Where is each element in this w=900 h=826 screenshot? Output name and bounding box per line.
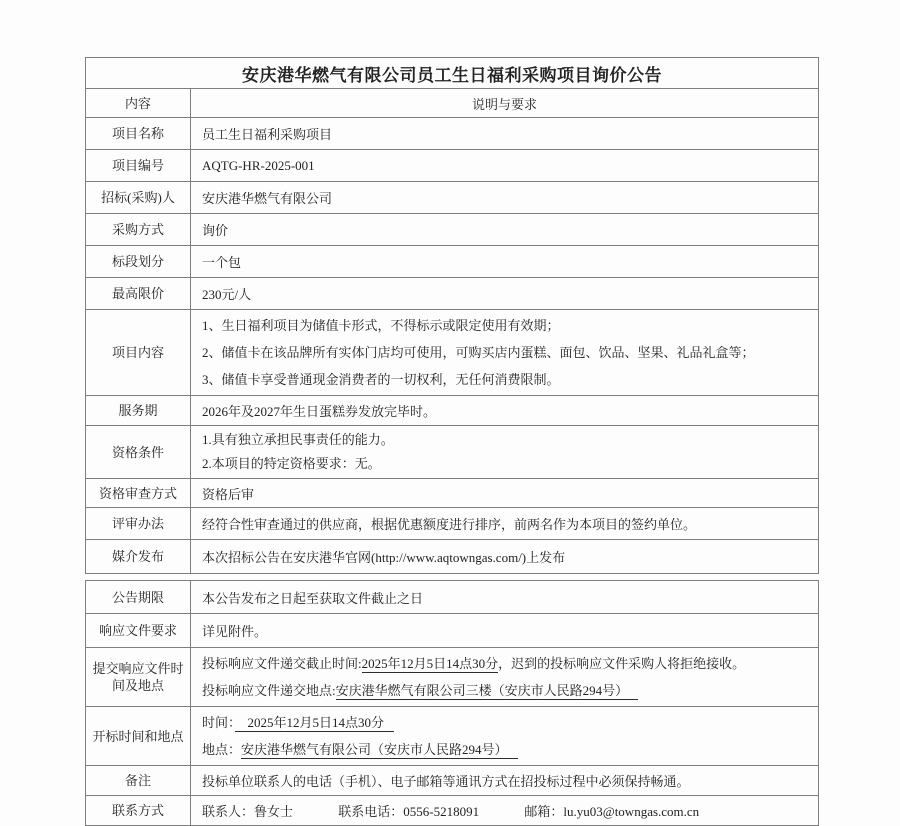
submission-deadline-suffix: ，迟到的投标响应文件采购人将拒绝接收。 [498,656,746,671]
procurement-method-label: 采购方式 [86,214,191,246]
table-row [86,707,819,766]
page-title: 安庆港华燃气有限公司员工生日福利采购项目询价公告 [86,58,819,89]
project-number-value: AQTG-HR-2025-001 [191,150,819,182]
submission-deadline-line [202,650,807,677]
announcement-period-label: 公告期限 [86,581,191,614]
table-row [86,310,819,396]
table-row [86,278,819,310]
response-requirement-value: 详见附件。 [191,614,819,648]
submission-place-line [202,677,807,704]
bid-opening-time-line [202,709,807,736]
main-table [85,57,819,574]
price-cap-label: 最高限价 [86,278,191,310]
contact-label: 联系方式 [86,796,191,826]
table-row [86,581,819,614]
project-content-line-1: 1、生日福利项目为储值卡形式，不得标示或限定使用有效期； [202,318,560,333]
column-header-content: 内容 [86,89,191,118]
announcement-document [85,57,819,826]
contact-email: 邮箱：lu.yu03@towngas.com.cn [524,804,700,819]
contact-person: 联系人：鲁女士 [202,804,294,819]
qualification-value [191,426,819,479]
tenderer-label: 招标(采购)人 [86,182,191,214]
bid-opening-time: 2025年12月5日14点30分 [235,715,395,732]
table-row [86,614,819,648]
bid-opening-value [191,707,819,766]
procurement-method-value: 询价 [191,214,819,246]
project-content-value [191,310,819,396]
bid-opening-label: 开标时间和地点 [86,707,191,766]
lot-division-value: 一个包 [191,246,819,278]
table-row [86,479,819,508]
service-period-value: 2026年及2027年生日蛋糕券发放完毕时。 [191,396,819,426]
announcement-period-value: 本公告发布之日起至获取文件截止之日 [191,581,819,614]
response-requirement-label: 响应文件要求 [86,614,191,648]
evaluation-method-value: 经符合性审查通过的供应商，根据优惠额度进行排序，前两名作为本项目的签约单位。 [191,508,819,540]
submission-label: 提交响应文件时间及地点 [86,648,191,707]
table-row [86,766,819,796]
table-row [86,508,819,540]
table-row [86,648,819,707]
media-release-value: 本次招标公告在安庆港华官网(http://www.aqtowngas.com/)上发布 [191,540,819,574]
table-row [86,396,819,426]
project-name-label: 项目名称 [86,118,191,150]
evaluation-method-label: 评审办法 [86,508,191,540]
table-row [86,540,819,574]
project-content-line-2: 2、储值卡在该品牌所有实体门店均可使用，可购买店内蛋糕、面包、饮品、坚果、礼品礼盒等； [202,345,755,360]
qualification-review-label: 资格审查方式 [86,479,191,508]
qualification-label: 资格条件 [86,426,191,479]
header-row [86,89,819,118]
remarks-value: 投标单位联系人的电话（手机）、电子邮箱等通讯方式在招投标过程中必须保持畅通。 [191,766,819,796]
media-release-label: 媒介发布 [86,540,191,574]
submission-deadline-prefix: 投标响应文件递交截止时间: [202,656,362,671]
table-row [86,182,819,214]
qualification-review-value: 资格后审 [191,479,819,508]
bid-opening-time-prefix: 时间： [202,715,235,730]
qualification-line-1: 1.具有独立承担民事责任的能力。 [202,432,394,447]
schedule-table [85,580,819,826]
submission-place-prefix: 投标响应文件递交地点: [202,683,336,698]
bid-opening-place: 安庆港华燃气有限公司（安庆市人民路294号） [241,742,518,759]
column-header-description: 说明与要求 [191,89,819,118]
submission-place-address: 安庆港华燃气有限公司三楼（安庆市人民路294号） [336,683,639,700]
contact-value [191,796,819,826]
table-row [86,426,819,479]
project-name-value: 员工生日福利采购项目 [191,118,819,150]
project-content-line-3: 3、储值卡享受普通现金消费者的一切权利，无任何消费限制。 [202,372,560,387]
project-number-label: 项目编号 [86,150,191,182]
remarks-label: 备注 [86,766,191,796]
bid-opening-place-line [202,736,807,763]
submission-deadline-time: 2025年12月5日14点30分 [361,656,499,671]
submission-value [191,648,819,707]
table-row [86,246,819,278]
lot-division-label: 标段划分 [86,246,191,278]
price-cap-value: 230元/人 [191,278,819,310]
qualification-line-2: 2.本项目的特定资格要求：无。 [202,456,381,471]
project-content-label: 项目内容 [86,310,191,396]
service-period-label: 服务期 [86,396,191,426]
table-row [86,118,819,150]
table-row [86,150,819,182]
contact-phone: 联系电话：0556-5218091 [338,804,480,819]
title-row [86,58,819,89]
tenderer-value: 安庆港华燃气有限公司 [191,182,819,214]
table-row [86,796,819,826]
bid-opening-place-prefix: 地点： [202,742,242,757]
table-row [86,214,819,246]
